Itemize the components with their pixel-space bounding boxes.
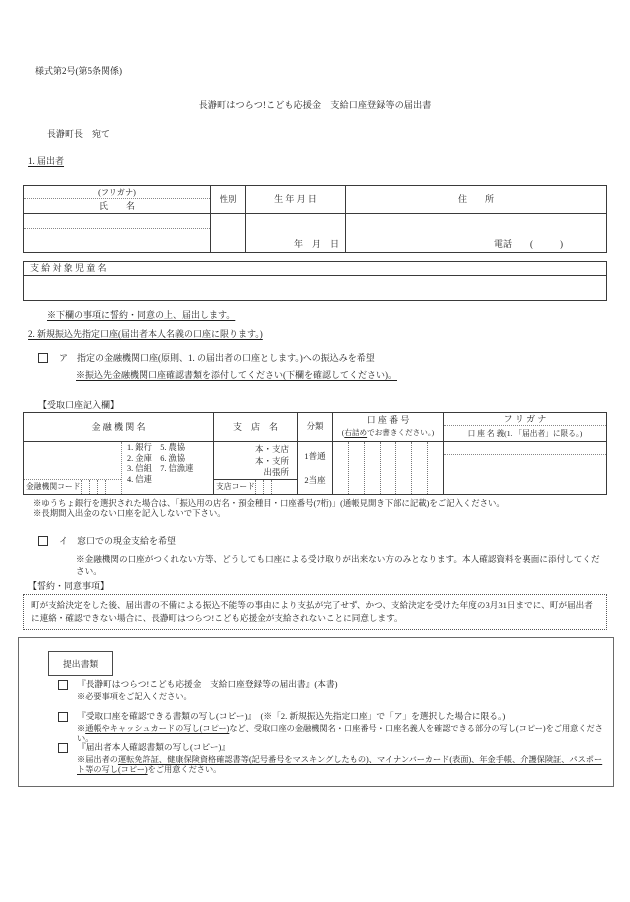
phone-label: 電話 ( ) xyxy=(494,239,563,249)
document-3-title: 『届出者本人確認書類の写し(コピー)』 xyxy=(77,742,231,752)
page-title: 長瀞町はつらつ!こども応援金 支給口座登録等の届出書 xyxy=(198,100,432,110)
account-table xyxy=(23,412,607,495)
section1-heading: 1. 届出者 xyxy=(28,156,65,166)
account-number-header xyxy=(333,413,443,442)
branch-type-list xyxy=(255,444,289,479)
account-class-cell[interactable] xyxy=(298,442,332,494)
account-table-note-1: ※ゆうちょ銀行を選択された場合は、「振込用の店名・預金種目・口座番号(7桁)」(通帳見開き下部に記載)をご記入ください。 xyxy=(33,499,505,508)
bank-name-input-cell[interactable] xyxy=(24,442,213,494)
option-a-row xyxy=(38,351,375,364)
children-names-label: 支 給 対 象 児 童 名 xyxy=(24,262,606,276)
bank-code-cell[interactable] xyxy=(97,480,105,494)
document-2-title: 『受取口座を確認できる書類の写し(コピー)』 (※「2. 新規振込先指定口座」で「ア」を選択した場合に限る。) xyxy=(77,711,506,721)
account-digit-cell[interactable] xyxy=(348,442,364,494)
pledge-note: ※下欄の事項に誓約・同意の上、届出します。 xyxy=(47,310,236,320)
address-label: 住 所 xyxy=(346,186,606,214)
option-a-note: ※振込先金融機関口座確認書類を添付してください(下欄を確認してください)。 xyxy=(76,370,397,380)
birthdate-label: 生 年 月 日 xyxy=(246,186,345,214)
option-b-checkbox[interactable] xyxy=(38,536,48,546)
document-2-checkbox[interactable] xyxy=(58,712,68,722)
furigana-input-line[interactable] xyxy=(24,214,210,229)
address-input-cell[interactable] xyxy=(346,214,606,252)
account-table-note-2: ※長期間入出金のない口座を記入しないで下さい。 xyxy=(33,509,226,518)
furigana-label: (フリガナ) xyxy=(24,186,210,199)
bank-type-option: 3. 信組 7. 信漁連 xyxy=(127,464,194,474)
account-class-label: 分類 xyxy=(298,413,332,442)
branch-name-label: 支 店 名 xyxy=(214,413,297,442)
bank-type-option: 4. 信連 xyxy=(127,474,152,484)
bank-code-row[interactable] xyxy=(24,479,121,494)
pledge-agreement-box: 町が支給決定をした後、届出書の不備による振込不能等の事由により支払が完了せず、かつ、支給決定を受けた年度の3月31日までに、町が届出者に連絡・確認できない場合に、長瀞町はつらつ!こども応援金が支給されないことに同意します。 xyxy=(23,594,607,630)
name-label: 氏 名 xyxy=(98,201,135,211)
option-a-checkbox[interactable] xyxy=(38,353,48,363)
pledge-heading: 【誓約・同意事項】 xyxy=(28,581,110,591)
branch-code-cell[interactable] xyxy=(255,480,263,494)
bank-type-option: 2. 金庫 6. 漁協 xyxy=(127,453,186,463)
class-option-ordinary: 1普通 xyxy=(304,451,326,461)
option-b-row xyxy=(38,534,176,547)
children-names-input-area[interactable] xyxy=(24,276,606,300)
branch-type-option: 本・支所 xyxy=(254,455,289,466)
bank-code-cell[interactable] xyxy=(89,480,97,494)
account-digit-cell[interactable] xyxy=(427,442,443,494)
document-3-note: ※届出者の運転免許証、健康保険資格確認書等(記号番号をマスキングしたもの)、マイナンバーカード(表面)、年金手帳、介護保険証、パスポート等の写し(コピー)をご用意ください。 xyxy=(77,754,603,774)
document-item-2 xyxy=(58,711,606,745)
holder-furigana-input-line[interactable] xyxy=(444,442,606,455)
documents-box-label: 提出書類 xyxy=(48,651,113,676)
document-1-title: 『長瀞町はつらつ!こども応援金 支給口座登録等の届出書』(本書) xyxy=(77,679,338,689)
birthdate-input-cell[interactable] xyxy=(246,214,345,252)
bank-type-divider xyxy=(121,442,122,494)
document-2-note: ※通帳やキャッシュカードの写し(コピー)など、受取口座の金融機関名・口座番号・口座名義人を確認できる部分の写し(コピー)をご用意ください。 xyxy=(77,723,603,743)
form-number: 様式第2号(第5条関係) xyxy=(35,66,122,76)
branch-code-cell[interactable] xyxy=(263,480,271,494)
bank-name-label: 金 融 機 関 名 xyxy=(24,413,213,442)
class-option-current: 2当座 xyxy=(304,475,326,485)
account-digit-cell[interactable] xyxy=(380,442,396,494)
branch-type-option: 出張所 xyxy=(263,467,289,477)
gender-label: 性別 xyxy=(211,186,245,214)
holder-header xyxy=(444,413,606,442)
gender-input-cell[interactable] xyxy=(211,214,245,252)
holder-name-input-cell[interactable] xyxy=(444,442,606,494)
bank-code-cell[interactable] xyxy=(81,480,89,494)
account-number-input-cells[interactable] xyxy=(333,442,443,494)
option-b-note: ※金融機関の口座がつくれない方等、どうしても口座による受け取りが出来ない方のみとなります。本人確認資料を裏面に添付してください。 xyxy=(76,554,600,576)
name-input-cell[interactable] xyxy=(24,214,210,252)
account-digit-cell[interactable] xyxy=(411,442,427,494)
name-header xyxy=(24,186,210,214)
branch-code-row[interactable] xyxy=(214,479,297,494)
account-number-note: (右詰めでお書きください。) xyxy=(341,428,435,437)
children-names-box xyxy=(23,261,607,301)
document-3-checkbox[interactable] xyxy=(58,743,68,753)
bank-code-label: 金融機関コード xyxy=(26,482,81,491)
addressee: 長瀞町長 宛て xyxy=(47,129,111,139)
document-1-note: ※必要事項をご記入ください。 xyxy=(77,691,192,701)
option-a-label: ア 指定の金融機関口座(原則、1. の届出者の口座とします。)への振込みを希望 xyxy=(59,353,375,363)
branch-code-label: 支店コード xyxy=(216,482,255,491)
account-number-label: 口 座 番 号 xyxy=(366,415,410,425)
document-item-3 xyxy=(58,742,606,776)
branch-name-input-cell[interactable] xyxy=(214,442,297,494)
section2-heading: 2. 新規振込先指定口座(届出者本人名義の口座に限ります。) xyxy=(28,329,263,339)
option-b-label: イ 窓口での現金支給を希望 xyxy=(59,536,177,546)
bank-type-option: 1. 銀行 5. 農協 xyxy=(127,443,186,452)
holder-furigana-label: フ リ ガ ナ xyxy=(444,413,606,426)
date-placeholder-text: 年 月 日 xyxy=(293,239,339,249)
account-box-title: 【受取口座記入欄】 xyxy=(38,400,120,410)
account-digit-cell[interactable] xyxy=(333,442,348,494)
applicant-table xyxy=(23,185,607,253)
account-digit-cell[interactable] xyxy=(364,442,380,494)
holder-name-label: 口 座 名 義(1. 「届出者」に限る。) xyxy=(467,429,583,438)
bank-code-cell[interactable] xyxy=(105,480,113,494)
document-1-checkbox[interactable] xyxy=(58,680,68,690)
documents-box xyxy=(18,637,614,787)
branch-code-cell[interactable] xyxy=(271,480,279,494)
account-digit-cell[interactable] xyxy=(395,442,411,494)
branch-type-option: 本・支店 xyxy=(254,444,289,454)
bank-type-list xyxy=(127,443,193,485)
document-item-1 xyxy=(58,679,606,702)
